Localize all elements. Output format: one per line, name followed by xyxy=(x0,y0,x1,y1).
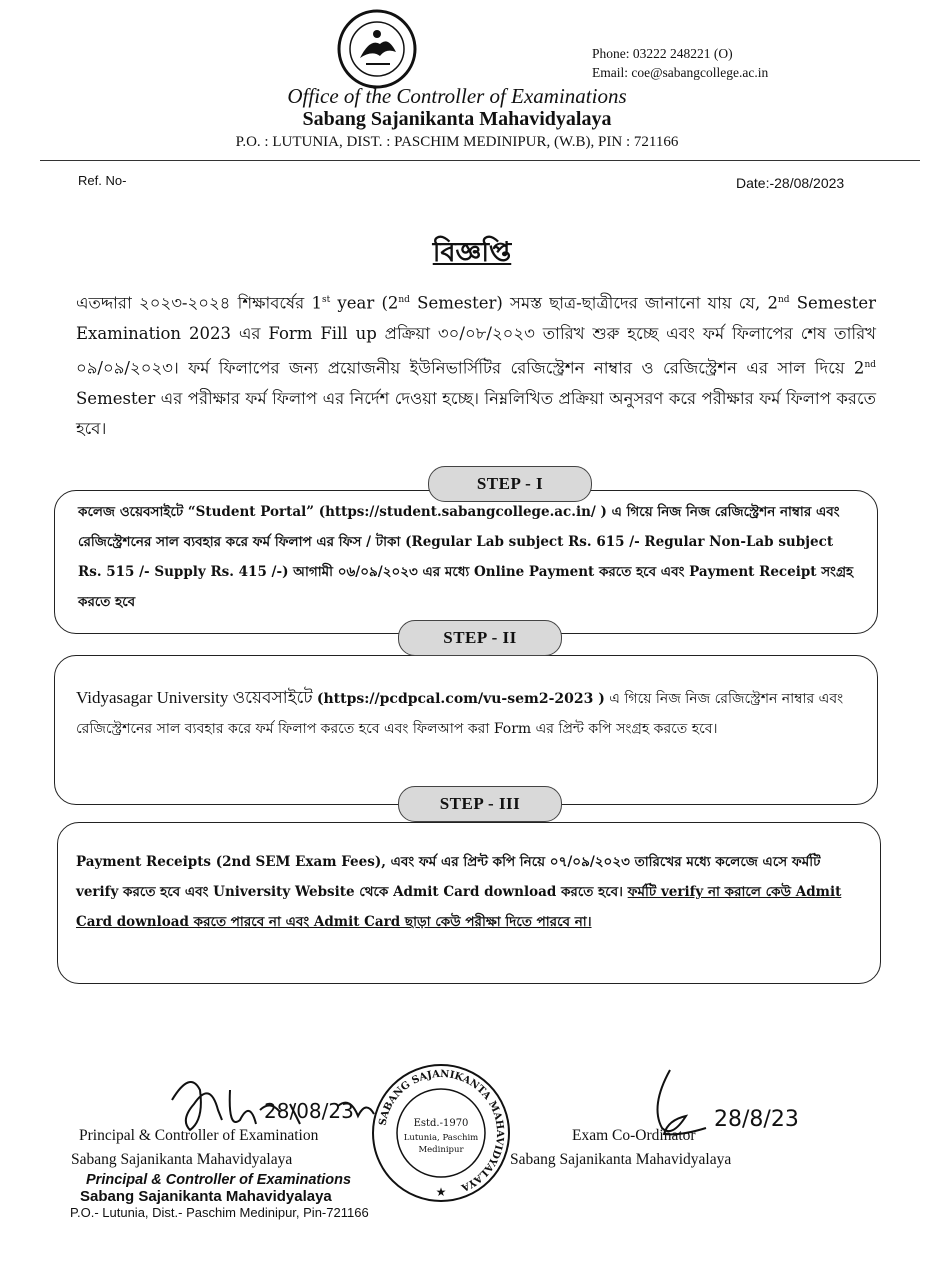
intro-paragraph: এতদ্দারা ২০২৩-২০২৪ শিক্ষাবর্ষের 1st year (2nd Semester) সমস্ত ছাত্র-ছাত্রীদের জানানো যায় যে, 2nd Semester Examination 2023 এর Form Fill up প্রক্রিয়া ৩০/০৮/২০২৩ তারিখ শুরু হচ্ছে এবং ফর্ম ফিলাপের শেষ তারিখ ০৯/০৯/২০২৩। ফর্ম ফিলাপের জন্য প্রয়োজনীয় ইউনিভার্সিটির রেজিস্ট্রেশন নাম্বার ও রেজিস্ট্রেশন এর সাল দিয়ে 2nd Semester এর পরীক্ষার ফর্ম ফিলাপ এর নির্দেশ দেওয়া হচ্ছে। নিম্নলিখিত প্রক্রিয়া অনুসরণ করে পরীক্ষার ফর্ম ফিলাপ করতে হবে। xyxy=(76,293,876,438)
college-address: P.O. : LUTUNIA, DIST. : PASCHIM MEDINIPUR, (W.B), PIN : 721166 xyxy=(235,134,679,150)
college-logo-icon xyxy=(336,8,418,90)
notice-date: Date:-28/08/2023 xyxy=(736,175,845,191)
principal-rubber-stamp xyxy=(70,1172,369,1220)
svg-text:28/8/23: 28/8/23 xyxy=(714,1107,799,1132)
ref-number: Ref. No- xyxy=(78,173,127,188)
principal-college: Sabang Sajanikanta Mahavidyalaya xyxy=(71,1151,293,1168)
principal-signature-block xyxy=(71,1124,319,1172)
svg-text:★: ★ xyxy=(435,1185,447,1199)
phone-text: Phone: 03222 248221 (O) xyxy=(592,46,733,61)
coordinator-college: Sabang Sajanikanta Mahavidyalaya xyxy=(510,1151,732,1168)
step-2-text: Vidyasagar University ওয়েবসাইটে (https://pcdpcal.com/vu-sem2-2023 ) এ গিয়ে নিজ নিজ রেজিস্ট্রেশন নাম্বার এবং রেজিস্ট্রেশনের সাল ব্যবহার করে ফর্ম ফিলাপ করতে হবে এবং ফিলআপ করা Form এর প্রিন্ট কপি সংগ্রহ করতে হবে। xyxy=(76,688,844,737)
principal-title: Principal & Controller of Examination xyxy=(79,1127,319,1144)
stamp-line-3: P.O.- Lutunia, Dist.- Paschim Medinipur, Pin-721166 xyxy=(70,1205,369,1220)
step-3-text: Payment Receipts (2nd SEM Exam Fees), এবং ফর্ম এর প্রিন্ট কপি নিয়ে ০৭/০৯/২০২৩ তারিখের মধ্যে কলেজে এসে ফর্মটি verify করতে হবে এবং University Website থেকে Admit Card download করতে হবে। ফর্মটি verify না করালে কেউ Admit Card download করতে পারবে না এবং Admit Card ছাড়া কেউ পরীক্ষা দিতে পারবে না। xyxy=(76,854,842,930)
svg-text:Medinipur: Medinipur xyxy=(418,1145,464,1155)
coordinator-signature-block xyxy=(510,1124,732,1172)
office-title: Office of the Controller of Examinations xyxy=(287,84,627,108)
step-2-url: (https://pcdpcal.com/vu-sem2-2023 ) xyxy=(316,691,605,707)
step-3-label: STEP - III xyxy=(398,786,562,822)
coordinator-title: Exam Co-Ordinator xyxy=(572,1127,696,1144)
contact-info xyxy=(592,44,768,82)
svg-text:28/08/23: 28/08/23 xyxy=(264,1099,354,1123)
svg-text:Lutunia, Paschim: Lutunia, Paschim xyxy=(403,1133,479,1143)
college-seal-icon xyxy=(370,1062,512,1204)
step-1-text: কলেজ ওয়েবসাইটে “Student Portal” (https://student.sabangcollege.ac.in/ ) এ গিয়ে নিজ নিজ রেজিস্ট্রেশন নাম্বার এবং রেজিস্ট্রেশনের সাল ব্যবহার করে ফর্ম ফিলাপ এর ফিস / টাকা (Regular Lab subject Rs. 615 /- Regular Non-Lab subject Rs. 515 /- Supply Rs. 415 /-) আগামী ০৬/০৯/২০২৩ এর মধ্যে Online Payment করতে হবে এবং Payment Receipt সংগ্রহ করতে হবে xyxy=(78,504,854,610)
step-1-label: STEP - I xyxy=(428,466,592,502)
svg-text:SABANG SAJANIKANTA MAHAVIDYALA: SABANG SAJANIKANTA MAHAVIDYALAYA xyxy=(377,1068,506,1193)
stamp-line-1: Principal & Controller of Examinations xyxy=(86,1172,352,1188)
step-2-label: STEP - II xyxy=(398,620,562,656)
stamp-line-2: Sabang Sajanikanta Mahavidyalaya xyxy=(80,1188,332,1205)
notice-heading: বিজ্ঞপ্তি xyxy=(432,237,512,268)
college-name: Sabang Sajanikanta Mahavidyalaya xyxy=(302,108,612,130)
step-3-warning: ফর্মটি verify না করালে কেউ Admit Card download করতে পারবে না এবং Admit Card ছাড়া কেউ পরীক্ষা দিতে পারবে না। xyxy=(76,884,842,930)
email-text: Email: coe@sabangcollege.ac.in xyxy=(592,65,769,80)
svg-text:Estd.-1970: Estd.-1970 xyxy=(413,1118,469,1129)
header-divider xyxy=(40,160,920,161)
